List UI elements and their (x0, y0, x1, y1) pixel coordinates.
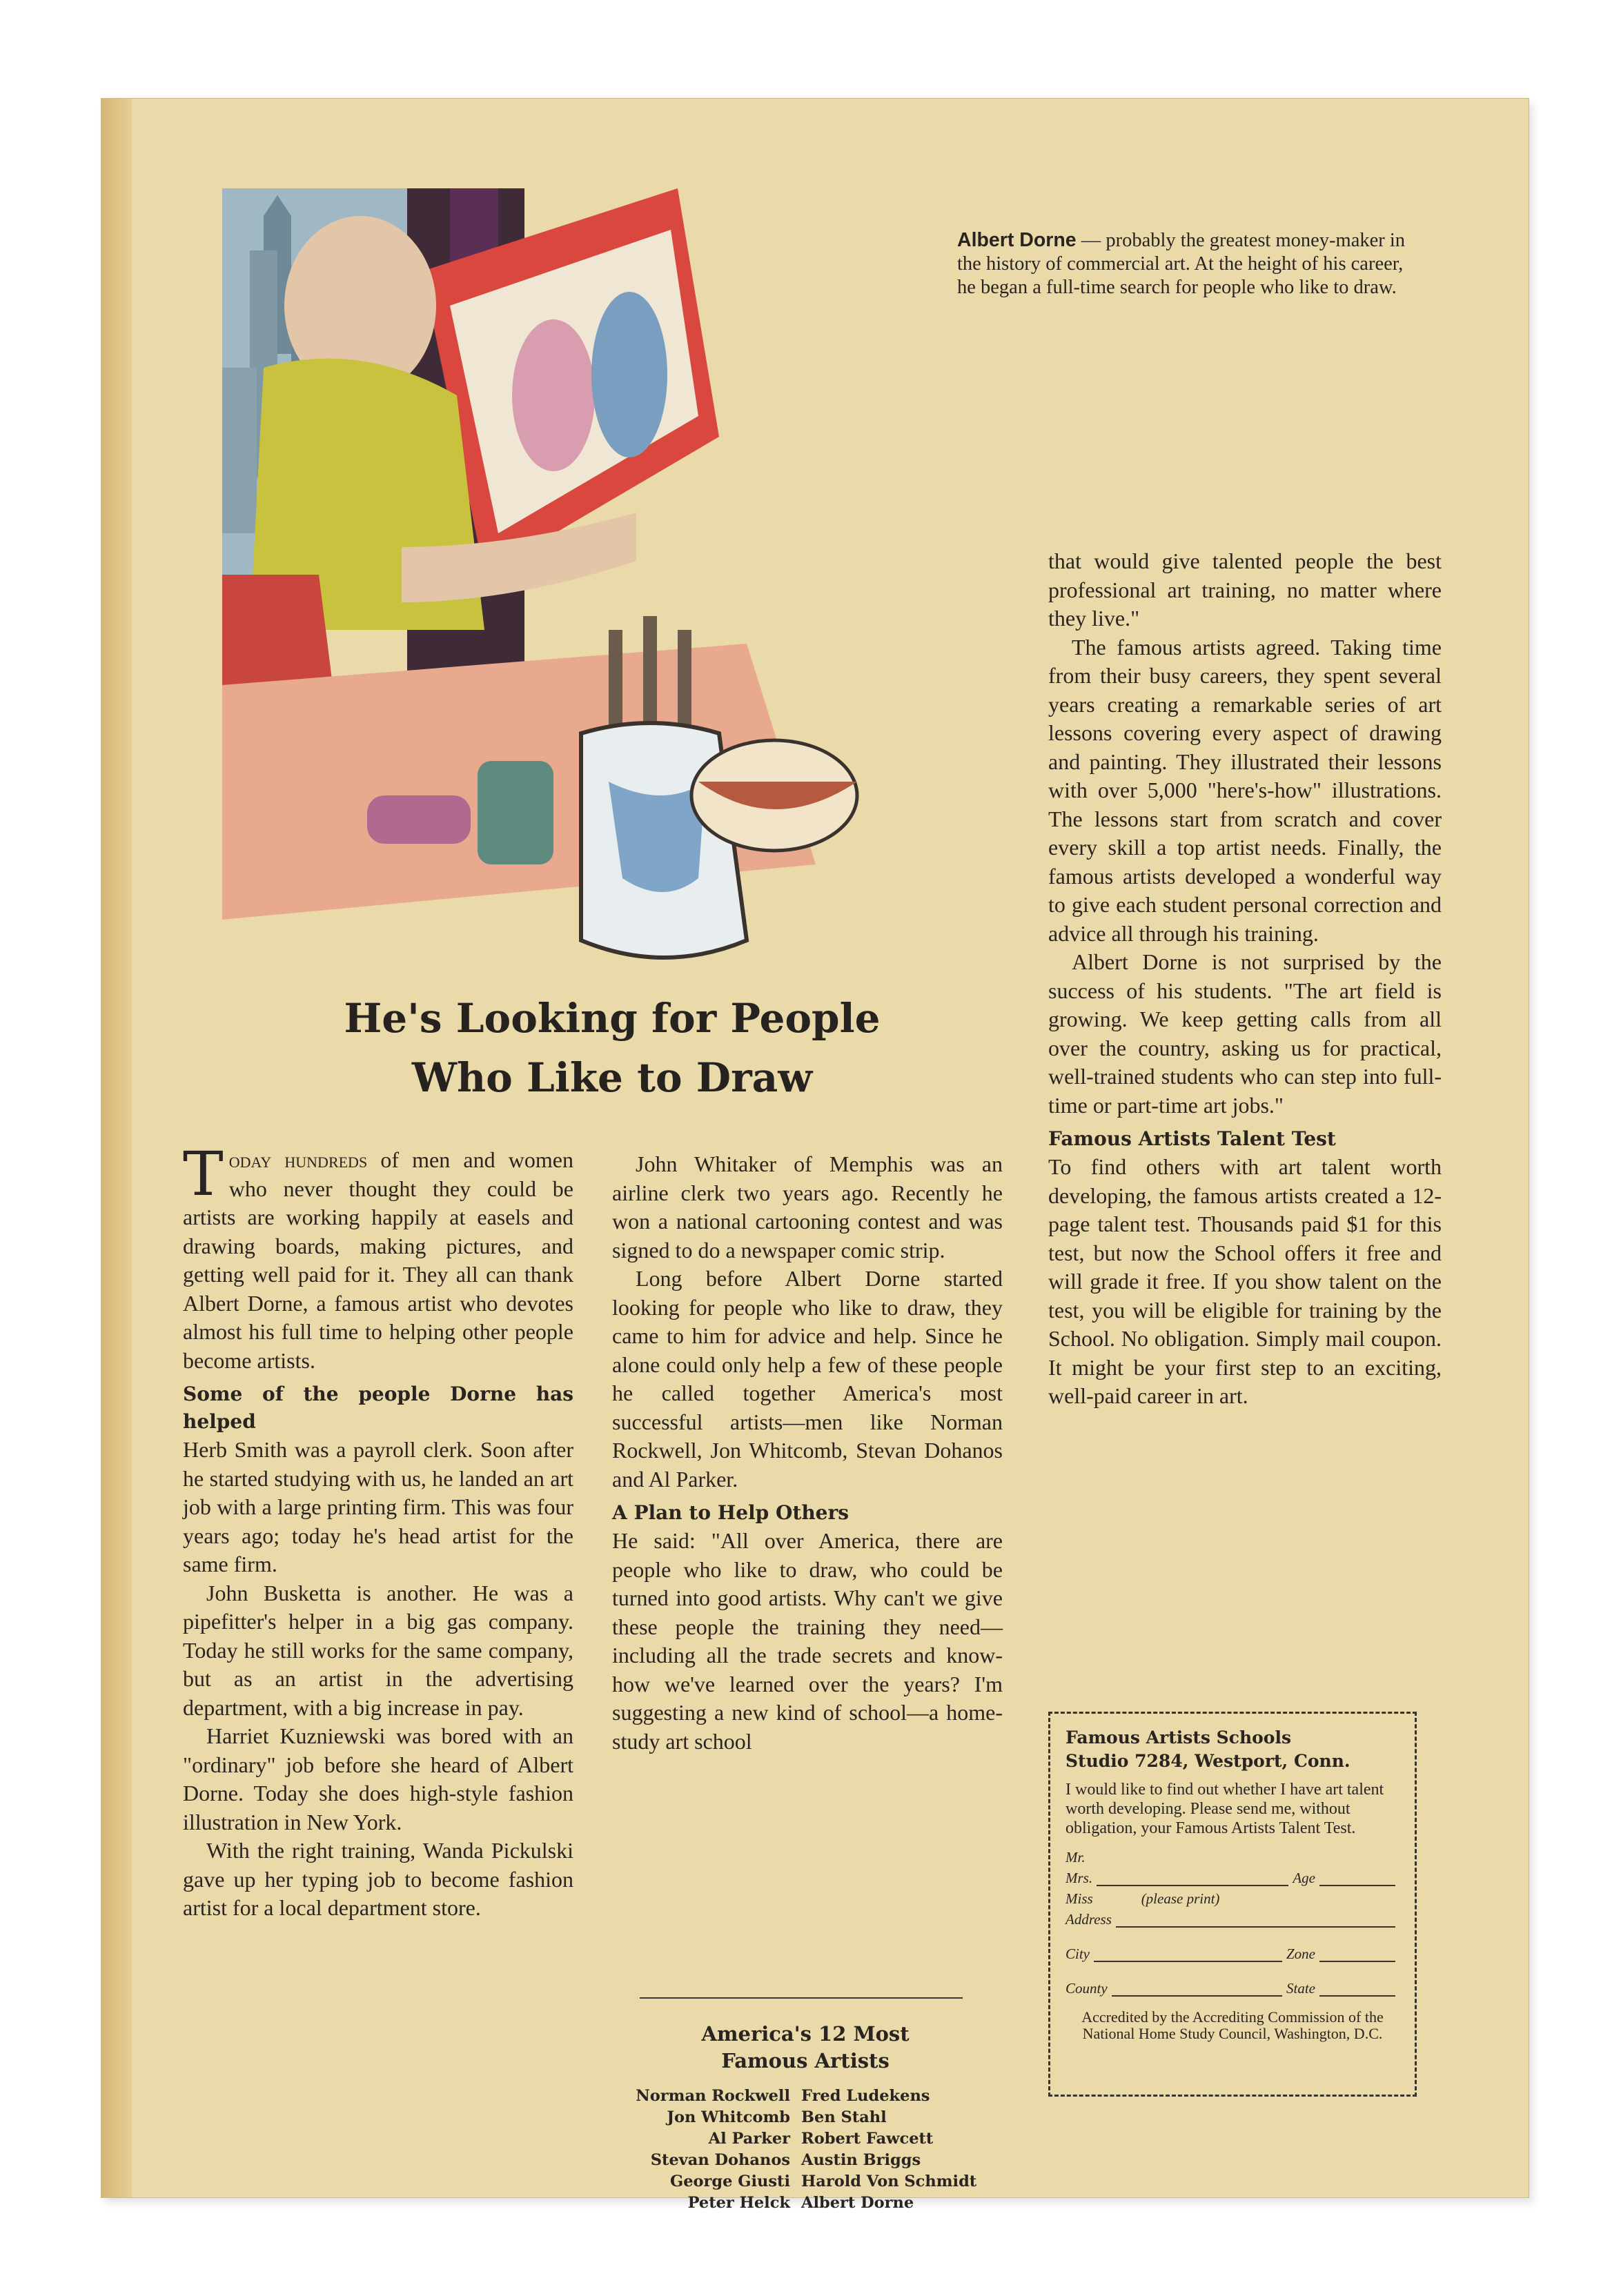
artist-name: Jon Whitcomb (667, 2108, 790, 2126)
paragraph-john-whitaker: John Whitaker of Memphis was an airline clerk two years ago. Recently he won a national cartooning contest and was signed to do a newspaper comic strip. (612, 1151, 1003, 1263)
form-row-name (1065, 1870, 1399, 1886)
article-column-1 (183, 1138, 573, 1923)
intro-smallcaps: oday hundreds (228, 1147, 368, 1172)
artist-name: George Giusti (669, 2173, 790, 2190)
caption-name: Albert Dorne (957, 229, 1077, 251)
comic-back-cover-page (101, 98, 1529, 2212)
coupon-address: Studio 7284, Westport, Conn. (1065, 1751, 1350, 1771)
intro-paragraph (183, 1138, 573, 1375)
county-field[interactable] (1112, 1980, 1282, 1997)
artist-name: Robert Fawcett (801, 2130, 934, 2148)
city-field[interactable] (1094, 1946, 1282, 1962)
artist-name: Fred Ludekens (801, 2087, 930, 2105)
paragraph-harriet-kuzniewski: Harriet Kuzniewski was bored with an "ordinary" job before she heard of Albert Dorne. Today she does high-style fashion illustration in New York. (183, 1723, 573, 1834)
subhead-talent-test: Famous Artists Talent Test (1048, 1127, 1336, 1150)
article-column-2 (612, 1150, 1003, 1756)
paragraph-john-busketta: John Busketta is another. He was a pipefitter's helper in a big gas company. Today he still works for the same company, but as an artist in the advertising department, with a big increase in pay. (183, 1580, 573, 1720)
field-label-mr: Mr. (1065, 1849, 1086, 1866)
paragraph-herb-smith: Herb Smith was a payroll clerk. Soon after he started studying with us, he landed an art job with a large printing firm. This was four years ago; today he's head artist for the same firm. (183, 1437, 573, 1576)
field-label-state: State (1286, 1980, 1315, 1997)
age-field[interactable] (1319, 1870, 1395, 1886)
name-field[interactable] (1097, 1870, 1288, 1886)
artists-title-line-1: America's 12 Most (701, 2022, 910, 2046)
albert-dorne-illustration (222, 188, 1009, 1078)
form-row-city (1065, 1946, 1399, 1962)
artist-row (585, 2128, 1068, 2150)
intro-text: of men and women who never thought they could be artists are working happily at easels and drawing boards, making pictures, and getting well paid for it. They all can thank Albert Dorne, a famous artist who devotes almost his full time to helping other people become artists. (183, 1147, 573, 1373)
form-row-county (1065, 1980, 1399, 1997)
zone-field[interactable] (1319, 1946, 1395, 1962)
coupon-request-text: I would like to find out whether I have art talent worth developing. Please send me, without obligation, your Famous Artists Talent Test. (1065, 1781, 1384, 1837)
form-row-miss (1065, 1890, 1399, 1907)
paragraph-artists-agreed: The famous artists agreed. Taking time from their busy careers, they spent several years creating a remarkable series of art lessons covering every aspect of drawing and painting. They illustrated their lessons with over 5,000 "here's-how" illustrations. The lessons start from scratch and cover every skill a top artist needs. Finally, the famous artists developed a wonderful way to give each student personal correction and advice all through his training. (1048, 634, 1442, 946)
coupon-form (1065, 1849, 1399, 1997)
paragraph-talent-test: To find others with art talent worth developing, the famous artists created a 12-page talent test. Thousands paid $1 for this test, but now the School offers it free and will grade it free. If you show talent on the test, you will be eligible for training by the School. No obligation. Simply mail coupon. It might be your first step to an exciting, well-paid career in art. (1048, 1154, 1442, 1408)
paragraph-continued: that would give talented people the best professional art training, no matter where they live." (1048, 548, 1442, 631)
field-label-miss: Miss (1065, 1890, 1093, 1907)
portrait-caption (957, 228, 1426, 299)
field-label-county: County (1065, 1980, 1108, 1997)
field-label-city: City (1065, 1946, 1090, 1962)
artists-divider (640, 1997, 963, 1999)
subhead-plan: A Plan to Help Others (612, 1501, 849, 1524)
artist-name: Ben Stahl (801, 2108, 887, 2126)
article-column-3 (1048, 547, 1442, 1411)
artist-row (585, 2171, 1068, 2193)
address-field[interactable] (1116, 1911, 1395, 1928)
artist-name: Peter Helck (687, 2194, 790, 2212)
artists-list-title (633, 2021, 978, 2075)
field-label-address: Address (1065, 1911, 1112, 1928)
artist-name: Stevan Dohanos (650, 2151, 790, 2169)
artist-name: Al Parker (708, 2130, 790, 2148)
headline-line-1: He's Looking for People (344, 995, 881, 1042)
artist-row (585, 2150, 1068, 2171)
form-row-address (1065, 1911, 1399, 1928)
field-label-zone: Zone (1286, 1946, 1315, 1962)
coupon-school-name: Famous Artists Schools (1065, 1728, 1292, 1748)
artist-row (585, 2107, 1068, 2128)
page-spine-edge (101, 99, 132, 2197)
artist-row (585, 2086, 1068, 2107)
artist-name: Austin Briggs (801, 2151, 921, 2169)
paragraph-he-said: He said: "All over America, there are people who like to draw, who could be turned into good artists. Why can't we give these people the training they need—including all the trade secrets and know-how we've learned over the years? I'm suggesting a new kind of school—a home-study art school (612, 1528, 1003, 1754)
artist-row (585, 2193, 1068, 2214)
paragraph-wanda-pickulski: With the right training, Wanda Pickulski gave up her typing job to become fashion artist for a local department store. (183, 1838, 573, 1920)
ad-headline (233, 989, 992, 1107)
artist-name: Harold Von Schmidt (801, 2173, 977, 2190)
headline-line-2: Who Like to Draw (411, 1054, 813, 1101)
artists-list (585, 2086, 1068, 2214)
artist-name: Albert Dorne (801, 2194, 914, 2212)
field-label-mrs: Mrs. (1065, 1870, 1093, 1886)
artists-title-line-2: Famous Artists (721, 2049, 890, 2072)
paragraph-not-surprised: Albert Dorne is not surprised by the success of his students. "The art field is growing. We keep getting calls from all over the country, asking us for practical, well-trained students who can step into full-time or part-time art jobs." (1048, 949, 1442, 1118)
please-print-note: (please print) (1141, 1890, 1220, 1907)
state-field[interactable] (1319, 1980, 1395, 1997)
paragraph-long-before: Long before Albert Dorne started looking for people who like to draw, they came to him for advice and help. Since he alone could only help a few of these people he called together America's most successful artists—men like Norman Rockwell, Jon Whitcomb, Stevan Dohanos and Al Parker. (612, 1266, 1003, 1492)
drop-cap: T (183, 1138, 224, 1209)
caption-text: — probably the greatest money-maker in the history of commercial art. At the height of his career, he began a full-time search for people who like to draw. (957, 230, 1406, 298)
mail-coupon[interactable] (1048, 1712, 1417, 2097)
subhead-people-helped: Some of the people Dorne has helped (183, 1383, 573, 1433)
field-label-age: Age (1293, 1870, 1315, 1886)
artist-name: Norman Rockwell (636, 2087, 790, 2105)
accreditation-note: Accredited by the Accrediting Commission of the National Home Study Council, Washington, D.C. (1081, 2008, 1384, 2042)
